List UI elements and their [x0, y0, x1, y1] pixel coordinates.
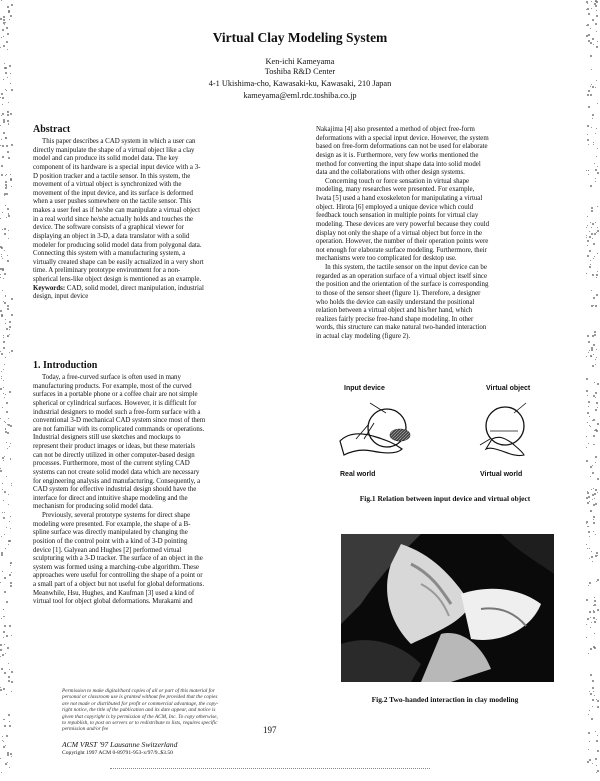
intro-p2-line: a small part of a object but not useful for global deformations.	[33, 581, 205, 588]
right-p3-line: to those of the sensor sheet (figure 1). Therefore, a designer	[316, 289, 481, 297]
tactile-sensor-hatch	[390, 429, 410, 441]
right-p2-line: display not only the shape of a virtual object but force in the	[316, 229, 483, 237]
abstract-line: in a real world since he/she actually holds and touches the	[33, 215, 193, 223]
abstract-line: movement of the input device, and its surface is deformed	[33, 189, 193, 197]
right-p1-line: method for converting the input shape data into solid model	[316, 160, 481, 168]
intro-p1-line: industrial designers to model such a free-form surface with a	[33, 408, 201, 416]
abstract-line: Connecting this system with a manufacturing system, a	[33, 250, 186, 258]
figure-1	[330, 385, 570, 485]
copyright-line: Copyright 1997 ACM 0-89791-953-x/97/9..$3.50	[62, 750, 173, 756]
intro-p1-line: can not be directly utilized in other computer-based design	[33, 451, 195, 459]
intro-p2-line: Previously, several prototype systems for direct shape	[42, 512, 191, 519]
virtual-world-label: Virtual world	[480, 471, 523, 478]
left-scan-border	[0, 0, 14, 781]
abstract-line: D position tracker and a tactile sensor. In this system, the	[33, 172, 191, 180]
abstract-heading: Abstract	[33, 124, 71, 135]
abstract-line: spherical lens-like object design is mentioned as an example.	[33, 276, 202, 283]
right-p3-line: the position and the orientation of the surface is corresponding	[316, 281, 489, 289]
right-p2-line: not enough for elaborate surface modeling. Furthermore, their	[316, 246, 487, 254]
address: 4-1 Ukishima-cho, Kawasaki-ku, Kawasaki, 210 Japan	[208, 79, 392, 88]
right-p3-line: regarded as an operation surface of a virtual object itself since	[316, 272, 488, 280]
permission-line: right notice, the title of the publication and its date appear, and notice is	[62, 707, 216, 714]
conference-info: ACM VRST '97 Lausanne Switzerland	[62, 740, 178, 749]
page-number: 197	[263, 725, 277, 735]
right-p2-line: Iwata [5] used a hand exoskeleton for manipulating a virtual	[316, 195, 483, 202]
right-p3-line: In this system, the tactile sensor on the input device can be	[325, 264, 487, 271]
right-p3-line: relation between a virtual object and his/her hand, which	[316, 307, 473, 315]
right-column-body	[316, 126, 572, 342]
keywords-line-2: design, input device	[33, 293, 89, 301]
right-paragraph-1	[316, 126, 572, 178]
figure-2-caption: Fig.2 Two-handed interaction in clay modeling	[371, 695, 519, 704]
right-p2-line: modeling. These devices are very powerful because they could	[316, 220, 490, 228]
figure-1-drawing	[330, 395, 570, 479]
keywords-label: Keywords:	[33, 284, 66, 292]
figure-2-photo	[341, 534, 554, 682]
virtual-pointer-line	[514, 403, 526, 413]
right-p3-line: in actual clay modeling (figure 2).	[316, 333, 411, 340]
right-p3-line: who holds the device can easily understand the positional	[316, 298, 475, 306]
abstract-line: device. The software consists of a graphical viewer for	[33, 224, 184, 232]
email: kameyama@eml.rdc.toshiba.co.jp	[243, 91, 357, 100]
permission-line: personal or classroom use is granted without fee provided that the copies	[62, 694, 218, 701]
intro-p2-line: spline surface was directly manipulated by changing the	[33, 529, 188, 537]
intro-p1-line: surfaces in a portable phone or a coffee chair are not simple	[33, 391, 198, 399]
input-device-label: Input device	[344, 385, 385, 392]
permission-notice	[62, 688, 294, 733]
permission-line: are not made or distributed for profit or commercial advantage, the copy-	[62, 700, 219, 707]
abstract-line: displaying an object in 3-D, a data translator with a solid	[33, 232, 190, 240]
real-world-label: Real world	[340, 471, 376, 478]
virtual-object-label: Virtual object	[486, 385, 531, 392]
keywords	[33, 285, 295, 302]
abstract-line: makes a user feel as if he/she can manipulate a virtual object	[33, 207, 201, 214]
abstract-line: time. A preliminary prototype environment for a non-	[33, 267, 181, 275]
right-paragraph-3	[316, 264, 572, 342]
intro-p1-line: are not familiar with its complicated commands or operations.	[33, 425, 205, 433]
keywords-line-1: CAD, solid model, direct manipulation, industrial	[65, 284, 204, 292]
intro-p2-line: position of the control point with a kind of 3-D pointing	[33, 537, 188, 545]
intro-heading: 1. Introduction	[33, 360, 98, 371]
intro-p1-line: interface for direct and intuitive shape modeling and the	[33, 494, 188, 502]
intro-p2-line: sculpturing with a 3-D tracker. The surface of an object in the	[33, 555, 203, 563]
right-p3-line: words, this structure can make natural two-handed interaction	[316, 324, 487, 332]
right-p1-line: Nakajima [4] also presented a method of object free-form	[316, 126, 475, 133]
intro-paragraph-2	[33, 512, 295, 607]
figure-1-caption: Fig.1 Relation between input device and virtual object	[359, 494, 531, 503]
bottom-scan-noise	[110, 768, 430, 769]
abstract-text	[33, 138, 295, 285]
right-paragraph-2	[316, 178, 572, 264]
right-p2-line: modeling, many researches were presented. For example,	[316, 186, 475, 194]
intro-p2-line: system was formed using a marching-cube algorithm. These	[33, 563, 199, 571]
abstract-body	[33, 138, 295, 302]
permission-line: given that copyright is by permission of the ACM, Inc. To copy otherwise,	[62, 713, 218, 720]
right-p1-line: design as it is. Furthermore, very few works mentioned the	[316, 151, 479, 159]
permission-line: to republish, to post on servers or to redistribute to lists, requires specific	[62, 720, 218, 727]
intro-p1-line: conventional 3-D mechanical CAD system since most of them	[33, 417, 206, 425]
abstract-line: movement of a virtual object is synchronized with the	[33, 181, 182, 189]
permission-line: permission and/or fee	[62, 726, 109, 733]
right-p2-line: object. Hirota [6] employed a unique device which could	[316, 203, 474, 211]
right-scan-border	[586, 0, 600, 781]
right-p1-line: based on free-form deformations can not be used for elaborate	[316, 143, 488, 151]
abstract-line: modeler for producing solid model data from polygonal data.	[33, 241, 202, 249]
intro-p1-line: spherical or cylindrical surfaces. However, it is difficult for	[33, 399, 197, 407]
intro-p2-line: virtual tool for object global deformations. Murakami and	[33, 598, 193, 606]
figure-2-image	[341, 534, 554, 682]
abstract-line: when a user pushes somewhere on the tactile sensor. This	[33, 198, 192, 206]
right-p2-line: operation. However, the number of their operation points were	[316, 238, 489, 246]
permission-line: Permission to make digital/hard copies of all or part of this material for	[62, 688, 215, 694]
intro-p1-line: mechanism for producing solid model data.	[33, 503, 153, 511]
intro-p1-line: for engineering analysis and manufacturing. Consequently, a	[33, 477, 201, 485]
intro-p1-line: processes. Furthermore, most of the current styling CAD	[33, 460, 190, 468]
right-p2-line: mechanisms were too complicated for desktop use.	[316, 255, 457, 263]
intro-p1-line: systems can not create solid model data which are necessary	[33, 468, 200, 476]
intro-p1-line: represent their product images or ideas, but these materials	[33, 443, 196, 450]
right-p1-line: data and the collaborations with other design systems.	[316, 169, 465, 177]
right-p2-line: Concerning touch or force sensation in virtual shape	[325, 177, 470, 185]
intro-p1-line: manufacturing products. For example, most of the curved	[33, 382, 192, 390]
intro-p2-line: modeling were presented. For example, the shape of a B-	[33, 520, 191, 528]
affiliation: Toshiba R&D Center	[264, 67, 336, 76]
hand-fingers	[356, 423, 374, 439]
intro-p1-line: Industrial designers still use sketches and mockups to	[33, 434, 181, 442]
right-p3-line: realizes fairly precise free-hand shape modeling. In other	[316, 315, 474, 323]
abstract-line: directly manipulate the shape of a virtual object like a clay	[33, 146, 195, 154]
paper-title: Virtual Clay Modeling System	[212, 30, 388, 45]
intro-p1-line: CAD system for effective industrial design should have the	[33, 486, 197, 494]
intro-p2-line: device [1]. Galyean and Hughes [2] performed virtual	[33, 546, 182, 554]
intro-p2-line: approaches were useful for controlling the shape of a point or	[33, 572, 203, 580]
intro-body	[33, 374, 295, 607]
intro-p2-line: Meanwhile, Hsu, Hughes, and Kaufman [3] used a kind of	[33, 589, 195, 597]
abstract-line: virtually created shape can be easily actualized in a very short	[33, 258, 204, 266]
abstract-line: This paper describes a CAD system in which a user can	[42, 138, 196, 145]
intro-paragraph-1	[33, 374, 295, 512]
right-p1-line: deformations with a special input device. However, the system	[316, 134, 489, 142]
right-p2-line: feedback touch sensation in multiple points for virtual clay	[316, 212, 479, 220]
abstract-line: component of its hardware is a special input device with a 3-	[33, 163, 201, 171]
author-name: Ken-ichi Kameyama	[265, 57, 335, 66]
intro-p1-line: Today, a free-curved surface is often used in many	[42, 374, 181, 381]
abstract-line: model and can produce its solid model data. The key	[33, 155, 179, 163]
